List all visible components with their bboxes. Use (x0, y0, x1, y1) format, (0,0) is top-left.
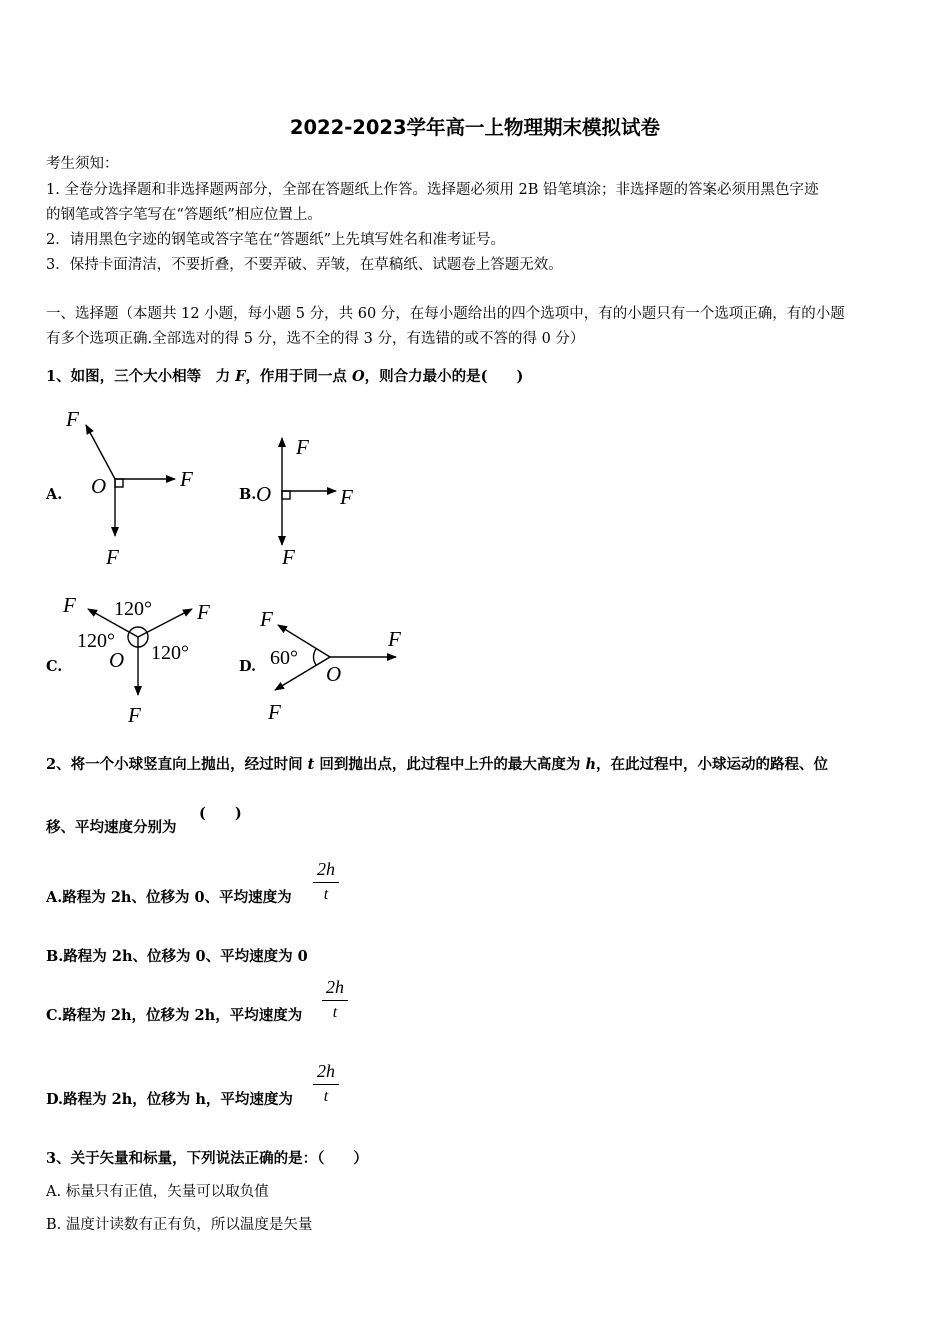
question-2-stem: 2、将一个小球竖直向上抛出，经过时间 t 回到抛出点，此过程中上升的最大高度为 h，在此过程中，小球运动的路程、位 (46, 756, 828, 773)
fraction-2h-over-t: $\frac{2h}{t}$ (322, 977, 348, 1022)
notice-item-1a: 1. 全卷分选择题和非选择题两部分，全部在答题纸上作答。选择题必须用 2B 铅笔填涂；非选择题的答案必须用黑色字迹 (46, 182, 819, 198)
angle-label: 60° (270, 647, 298, 669)
force-label: F (128, 703, 141, 727)
fraction-2h-over-t: $\frac{2h}{t}$ (313, 1061, 339, 1106)
force-label: F (388, 627, 401, 651)
force-label: F (180, 467, 193, 491)
q3-option-b: B. 温度计读数有正有负，所以温度是矢量 (46, 1217, 313, 1233)
angle-label: 120° (114, 598, 152, 620)
q3-option-a: A. 标量只有正值，矢量可以取负值 (46, 1184, 269, 1200)
force-label: F (197, 600, 210, 624)
force-label: F (340, 485, 353, 509)
option-b-label: B. (239, 486, 257, 503)
q2-option-d: D.路程为 2h，位移为 h，平均速度为 (46, 1091, 293, 1108)
answer-blank: ( ) (199, 805, 242, 822)
q2-option-a: A.路程为 2h、位移为 0、平均速度为 (46, 889, 292, 906)
right-angle-mark (282, 491, 290, 499)
section-header-line1: 一、选择题（本题共 12 小题，每小题 5 分，共 60 分，在每小题给出的四个选项中，有的小题只有一个选项正确，有的小题 (46, 306, 845, 322)
diagram-b (282, 438, 336, 545)
page-title: 2022-2023学年高一上物理期末模拟试卷 (289, 116, 661, 139)
diagram-a-force-arrow (86, 425, 115, 479)
question-2-stem-line2: 移、平均速度分别为 (46, 819, 177, 836)
force-label: F (66, 407, 79, 431)
origin-label: O (326, 662, 342, 686)
fraction-2h-over-t: $\frac{2h}{t}$ (313, 859, 339, 904)
force-label: F (282, 545, 295, 569)
q2-option-b: B.路程为 2h、位移为 0、平均速度为 0 (46, 948, 308, 965)
force-label: F (268, 700, 281, 724)
force-label: F (260, 607, 273, 631)
right-angle-mark (115, 479, 123, 487)
angle-label: 120° (151, 642, 189, 664)
origin-label: O (109, 648, 125, 672)
origin-label: O (91, 474, 107, 498)
origin-label: O (256, 482, 272, 506)
q2-option-c: C.路程为 2h，位移为 2h，平均速度为 (46, 1007, 303, 1024)
angle-arc (314, 649, 317, 665)
force-label: F (106, 545, 119, 569)
notice-heading: 考生须知： (46, 156, 119, 172)
option-a-label: A. (46, 486, 63, 503)
angle-label: 120° (77, 630, 115, 652)
question-3-stem: 3、关于矢量和标量，下列说法正确的是：（ ） (46, 1150, 368, 1167)
force-label: F (296, 435, 309, 459)
notice-item-3: 3．保持卡面清洁，不要折叠，不要弄破、弄皱，在草稿纸、试题卷上答题无效。 (46, 257, 563, 273)
option-c-label: C. (46, 658, 63, 675)
notice-item-1b: 的钢笔或答字笔写在“答题纸”相应位置上。 (46, 207, 322, 223)
section-header-line2: 有多个选项正确.全部选对的得 5 分，选不全的得 3 分，有选错的或不答的得 0 分） (46, 331, 585, 347)
notice-item-2: 2．请用黑色字迹的钢笔或答字笔在“答题纸”上先填写姓名和准考证号。 (46, 232, 506, 248)
option-d-label: D. (239, 658, 257, 675)
force-label: F (63, 593, 76, 617)
question-1-stem: 1、如图，三个大小相等 力 F，作用于同一点 O，则合力最小的是( ) (46, 368, 524, 385)
